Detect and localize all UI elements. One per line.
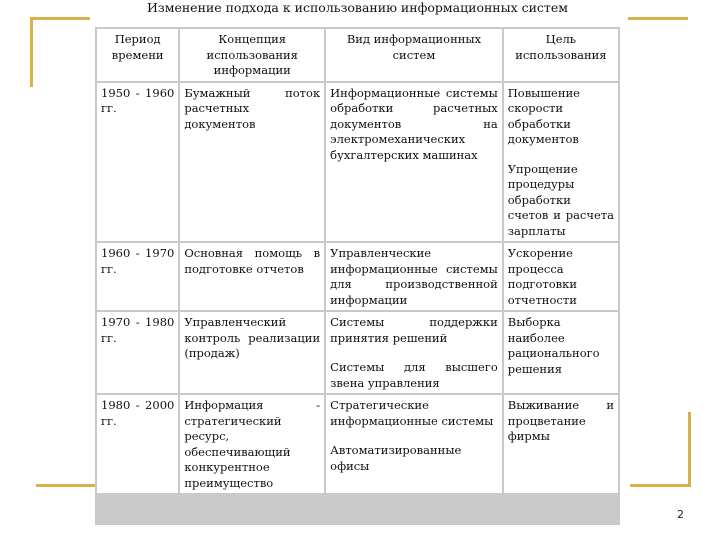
table-row [96, 311, 619, 394]
row-period: 1950 - 1960 гг. [96, 82, 179, 243]
header-concept: Концепция использования информации [179, 28, 325, 82]
row-period: 1970 - 1980 гг. [96, 311, 179, 394]
row-systems: Информационные системы обработки расчетных документов на электромеханических бухгалтерских машинах [325, 82, 503, 243]
header-period: Период времени [96, 28, 179, 82]
row-goal: Повышение скорости обработки документов Упрощение процедуры обработки счетов и расчета зарплаты [503, 82, 619, 243]
decor-line-bottom-right-h [630, 484, 690, 487]
table-row [96, 82, 619, 243]
row-goal: Выборка наиболее рационального решения [503, 311, 619, 394]
row-systems: Стратегические информационные системы Автоматизированные офисы [325, 394, 503, 494]
row-period: 1980 - 2000 гг. [96, 394, 179, 494]
table-header-row [96, 28, 619, 82]
table-row [96, 242, 619, 311]
row-concept: Основная помощь в подготовке отчетов [179, 242, 325, 311]
page-number: 2 [677, 508, 684, 521]
row-systems: Системы поддержки принятия решений Системы для высшего звена управления [325, 311, 503, 394]
decor-line-bottom-left-h [36, 484, 96, 487]
header-systems: Вид информационных систем [325, 28, 503, 82]
decor-line-bottom-right-v [688, 412, 691, 487]
page-title: Изменение подхода к использованию информационных систем [147, 0, 568, 15]
decor-line-top-left-h [30, 17, 90, 20]
table-row [96, 394, 619, 494]
header-goal: Цель использования [503, 28, 619, 82]
row-systems: Управленческие информационные системы для производственной информации [325, 242, 503, 311]
row-concept: Информация - стратегический ресурс, обеспечивающий конкурентное преимущество [179, 394, 325, 494]
row-concept: Бумажный поток расчетных документов [179, 82, 325, 243]
history-table-container [95, 27, 620, 525]
decor-line-top-left-v [30, 17, 33, 87]
decor-line-top-right-h [628, 17, 688, 20]
row-goal: Ускорение процесса подготовки отчетности [503, 242, 619, 311]
row-goal: Выживание и процветание фирмы [503, 394, 619, 494]
row-concept: Управленческий контроль реализации (продаж) [179, 311, 325, 394]
row-period: 1960 - 1970 гг. [96, 242, 179, 311]
history-table [95, 27, 620, 495]
